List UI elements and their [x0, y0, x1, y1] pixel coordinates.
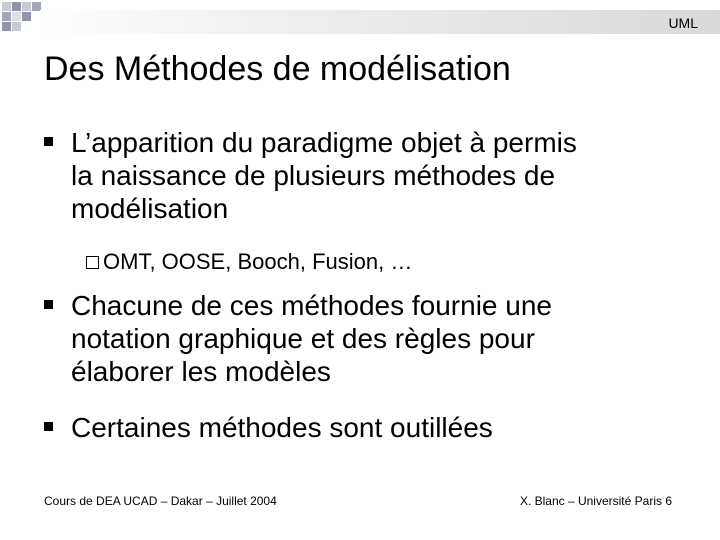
sub-bullet: [86, 249, 412, 275]
bullet-line: Chacune de ces méthodes fournie une: [71, 290, 552, 321]
slide-title: Des Méthodes de modélisation: [44, 50, 511, 88]
bullet-line: Certaines méthodes sont outillées: [71, 412, 493, 443]
footer-right: X. Blanc – Université Paris 6: [519, 494, 672, 508]
header-label: UML: [668, 15, 698, 31]
bullet-line: L’apparition du paradigme objet à permis: [71, 127, 577, 158]
bullet-line: la naissance de plusieurs méthodes de: [71, 160, 556, 191]
sub-bullet-text: OMT, OOSE, Booch, Fusion, …: [103, 249, 413, 274]
footer-left: Cours de DEA UCAD – Dakar – Juillet 2004: [44, 494, 277, 508]
bullet-line: élaborer les modèles: [71, 356, 331, 387]
bullet-1: [44, 126, 577, 225]
header-bar: [40, 10, 720, 34]
bullet-square-icon: [44, 300, 53, 309]
checkbox-icon: [86, 256, 99, 269]
bullet-2: [44, 289, 552, 388]
bullet-line: notation graphique et des règles pour: [71, 323, 535, 354]
bullet-line: modélisation: [71, 193, 229, 224]
bullet-3: [44, 411, 493, 444]
bullet-square-icon: [44, 137, 53, 146]
bullet-square-icon: [44, 422, 53, 431]
